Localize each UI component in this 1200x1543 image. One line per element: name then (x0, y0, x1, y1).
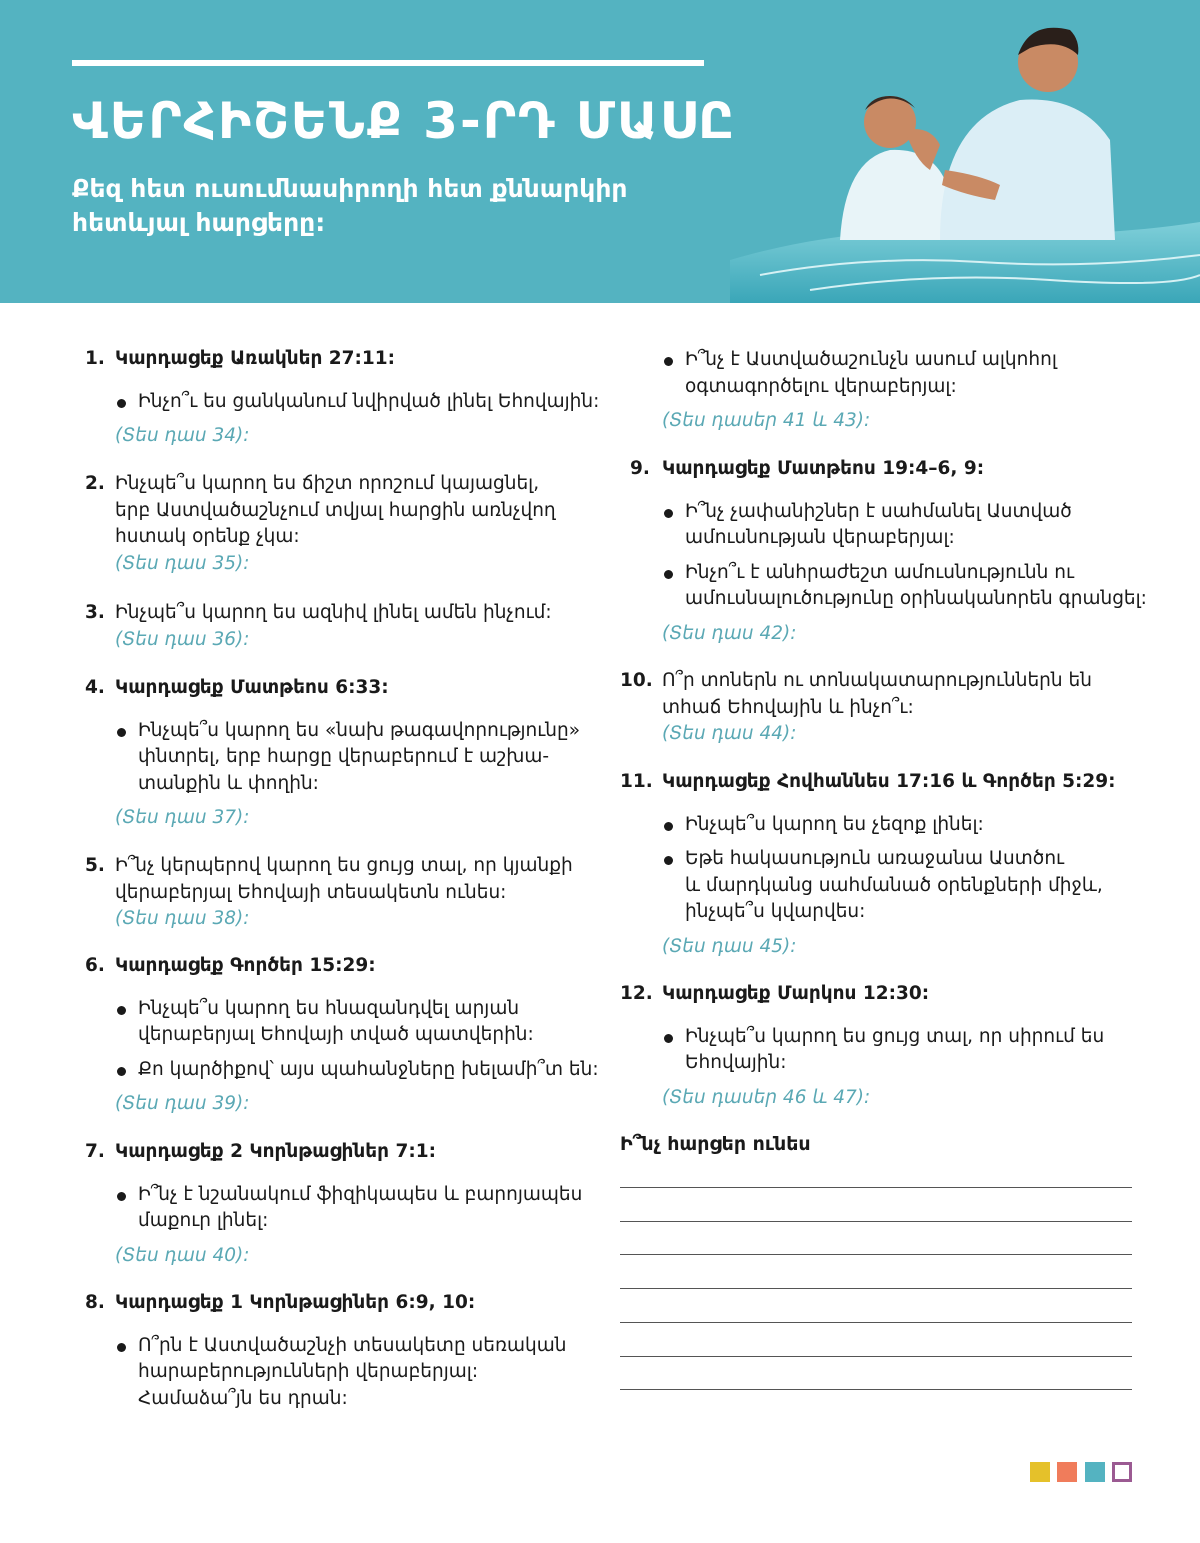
question-12 (620, 981, 1160, 1111)
bullet-text: Ի՞նչ չափանիշներ է սահմանել Աստված ամուսնության վերաբերյալ: (685, 500, 1072, 548)
lesson-reference: (Տես դաս 45): (662, 935, 797, 957)
scripture-heading: Կարդացեք Մարկոս 12:30: (662, 983, 930, 1004)
answer-line[interactable] (620, 1288, 1132, 1289)
bullet-item (115, 1333, 605, 1413)
bullet-icon (664, 570, 673, 579)
page-title: ՎԵՐՀԻՇԵՆՔ 3-ՐԴ ՄԱՍԸ (72, 92, 737, 150)
question-number: 5. (85, 855, 105, 876)
question-7 (85, 1139, 605, 1269)
bullet-text: Ի՞նչ է նշանակում ֆիզիկապես և բարոյապես մաքուր լինել: (138, 1183, 583, 1231)
bullet-icon (664, 1034, 673, 1043)
scripture-heading: Կարդացեք Մատթեոս 19:4–6, 9: (662, 458, 985, 479)
question-number: 9. (630, 458, 650, 479)
question-number: 10. (620, 670, 653, 691)
scripture-heading: Կարդացեք Գործեր 15:29: (115, 955, 376, 976)
bullet-item (115, 718, 605, 798)
lesson-reference: (Տես դաս 38): (115, 908, 250, 929)
bullet-icon (664, 822, 673, 831)
bullet-text: Ո՞րն է Աստվածաշնչի տեսակետը սեռական հարաբերությունների վերաբերյալ: Համաձա՞յն ես դրան: (138, 1334, 567, 1409)
question-8-continued (620, 347, 1160, 435)
question-number: 7. (85, 1141, 105, 1162)
bullet-item (662, 560, 1160, 613)
lesson-reference: (Տես դասեր 46 և 47): (662, 1086, 871, 1108)
answer-line[interactable] (620, 1322, 1132, 1323)
bullet-text: Ինչպե՞ս կարող ես հնազանդվել արյան վերաբերյալ Եհովայի տված պատվերին: (138, 997, 534, 1045)
logo-square-orange-icon (1057, 1462, 1077, 1482)
bullet-item (115, 996, 605, 1049)
lesson-reference: (Տես դաս 34): (115, 425, 250, 446)
logo-square-outline-icon (1112, 1462, 1132, 1482)
question-text: Ո՞ր տոներն ու տոնակատարություններն են տհաճ Եհովային և ինչո՞ւ: (662, 670, 1092, 718)
bullet-icon (664, 357, 673, 366)
scripture-heading: Կարդացեք 1 Կորնթացիներ 6:9, 10: (115, 1292, 476, 1313)
bullet-item (115, 1057, 605, 1084)
question-number: 2. (85, 473, 105, 494)
question-9 (620, 456, 1160, 647)
question-10 (620, 668, 1160, 748)
header-rule (72, 60, 704, 66)
question-number: 8. (85, 1292, 105, 1313)
bullet-icon (664, 509, 673, 518)
lesson-reference: (Տես դասեր 41 և 43): (662, 410, 871, 431)
question-number: 6. (85, 955, 105, 976)
scripture-heading: Կարդացեք Հովհաննես 17:16 և Գործեր 5:29: (662, 771, 1116, 792)
bullet-item (662, 499, 1160, 552)
lesson-reference: (Տես դաս 42): (662, 622, 797, 644)
header-banner (0, 0, 1200, 303)
bullet-item (115, 389, 605, 416)
question-11 (620, 769, 1160, 960)
lesson-reference: (Տես դաս 36): (115, 628, 250, 650)
bullet-text: Ինչպե՞ս կարող ես «նախ թագավորությունը» փնտրել, երբ հարցը վերաբերում է աշխա- տանքին և փողին: (138, 719, 581, 794)
scripture-heading: Կարդացեք 2 Կորնթացիներ 7:1: (115, 1141, 437, 1162)
logo-square-teal-icon (1085, 1462, 1105, 1482)
bullet-icon (117, 1067, 126, 1076)
lesson-reference: (Տես դաս 37): (115, 807, 250, 828)
question-4 (85, 675, 605, 832)
bullet-text: Ինչպե՞ս կարող ես չեզոք լինել: (685, 813, 984, 835)
lesson-reference: (Տես դաս 35): (115, 552, 250, 574)
bullet-icon (117, 1343, 126, 1352)
question-6 (85, 953, 605, 1118)
bullet-item (662, 812, 1160, 839)
your-questions-heading: Ի՞նչ հարցեր ունես (620, 1133, 811, 1155)
question-number: 3. (85, 602, 105, 623)
question-text: Ինչպե՞ս կարող ես ճիշտ որոշում կայացնել, երբ Աստվածաշնչում տվյալ հարցին առնչվող հստակ օրենք չկա: (115, 473, 556, 547)
bullet-item (662, 846, 1160, 926)
bullet-icon (117, 399, 126, 408)
question-5 (85, 853, 605, 933)
scripture-heading: Կարդացեք Առակներ 27:11: (115, 348, 396, 369)
bullet-text: Քո կարծիքով՝ այս պահանջները խելամի՞տ են: (138, 1058, 599, 1080)
lesson-reference: (Տես դաս 40): (115, 1244, 250, 1266)
lesson-reference: (Տես դաս 44): (662, 723, 797, 744)
question-number: 11. (620, 771, 653, 792)
bullet-text: Ինչո՞ւ ես ցանկանում նվիրված լինել Եհովային: (138, 390, 600, 412)
answer-line[interactable] (620, 1356, 1132, 1357)
answer-line[interactable] (620, 1221, 1132, 1222)
question-number: 12. (620, 983, 653, 1004)
bullet-text: Ինչո՞ւ է անհրաժեշտ ամուսնությունն ու ամուսնալուծությունը օրինականորեն գրանցել: (685, 561, 1147, 609)
bullet-text: Ի՞նչ է Աստվածաշունչն ասում ալկոհոլ օգտագործելու վերաբերյալ: (685, 349, 1057, 397)
bullet-item (115, 1182, 605, 1235)
answer-line[interactable] (620, 1389, 1132, 1390)
question-number: 1. (85, 348, 105, 369)
question-number: 4. (85, 677, 105, 698)
scripture-heading: Կարդացեք Մատթեոս 6:33: (115, 677, 389, 698)
bullet-icon (117, 1006, 126, 1015)
logo-square-yellow-icon (1030, 1462, 1050, 1482)
question-8 (85, 1290, 605, 1420)
bullet-item (662, 347, 1160, 400)
baptism-illustration (730, 0, 1200, 303)
answer-line[interactable] (620, 1187, 1132, 1188)
question-2 (85, 471, 605, 577)
question-3 (85, 600, 605, 653)
bullet-text: Ինչպե՞ս կարող ես ցույց տալ, որ սիրում ես Եհովային: (685, 1025, 1105, 1073)
question-text: Ի՞նչ կերպերով կարող ես ցույց տալ, որ կյանքի վերաբերյալ Եհովայի տեսակետն ունես: (115, 855, 573, 903)
lesson-reference: (Տես դաս 39): (115, 1093, 250, 1114)
question-1 (85, 346, 605, 450)
bullet-icon (117, 1192, 126, 1201)
answer-line[interactable] (620, 1254, 1132, 1255)
bullet-item (662, 1024, 1160, 1077)
question-text: Ինչպե՞ս կարող ես ազնիվ լինել ամեն ինչում: (115, 602, 552, 623)
bullet-text: Եթե հակասություն առաջանա Աստծու և մարդկանց սահմանած օրենքների միջև, ինչպե՞ս կվարվես: (685, 848, 1103, 922)
bullet-icon (664, 856, 673, 865)
page-subtitle: Քեզ հետ ուսումնասիրողի հետ քննարկիր հետևյալ հարցերը: (72, 174, 628, 237)
bullet-icon (117, 728, 126, 737)
